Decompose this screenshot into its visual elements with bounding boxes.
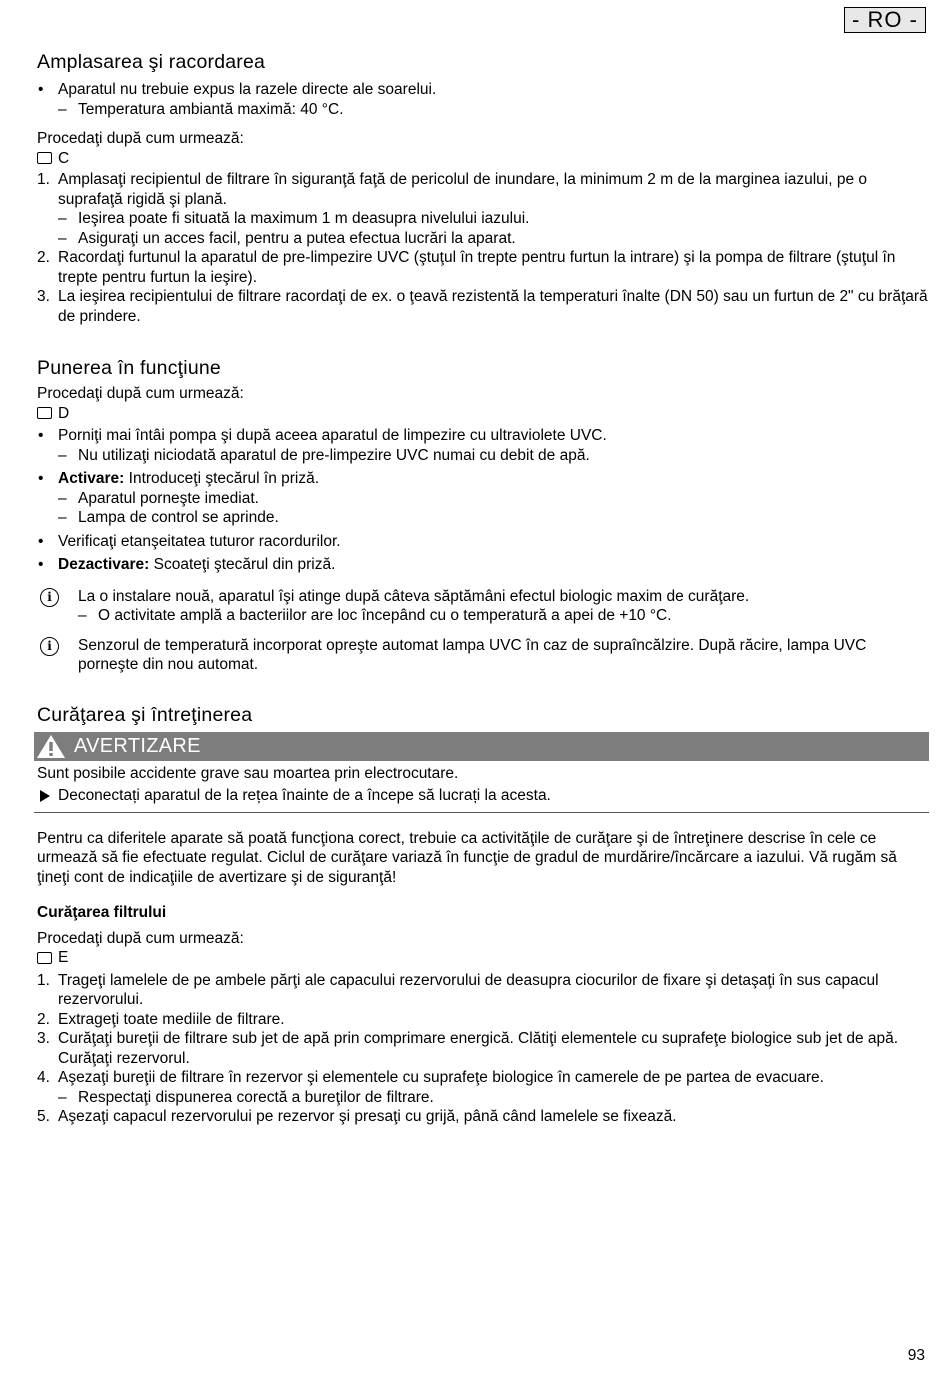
- step-number: 2.: [37, 249, 50, 266]
- section-title-startup: Punerea în funcţiune: [37, 357, 221, 379]
- bullet-text: Introduceţi ştecărul în priză.: [124, 470, 320, 487]
- deactivation-label: Dezactivare:: [58, 556, 150, 573]
- bullet-text: Verificaţi etanşeitatea tuturor racordurilor.: [58, 532, 341, 550]
- step-item: [37, 1010, 929, 1030]
- step-number: 3.: [37, 1030, 50, 1047]
- list-item: [37, 532, 929, 552]
- figure-icon: [37, 152, 52, 164]
- warning-label: AVERTIZARE: [74, 734, 201, 757]
- step-text: Amplasaţi recipientul de filtrare în siguranţă faţă de pericolul de inundare, la minimum 2 m de la marginea iazului, pe o suprafaţă rigidă şi plană.: [58, 171, 868, 208]
- bullet-text: Aparatul nu trebuie expus la razele directe ale soarelui.: [58, 81, 437, 98]
- step-text: La ieşirea recipientului de filtrare racordaţi de ex. o ţeavă rezistentă la temperaturi înalte (DN 50) sau un furtun de 2" cu brăţară de prindere.: [58, 288, 928, 325]
- sub-item: – Nu utilizaţi niciodată aparatul de pre-limpezire UVC numai cu debit de apă.: [37, 446, 929, 466]
- step-number: 2.: [37, 1010, 50, 1028]
- sub-item: – Asiguraţi un acces facil, pentru a putea efectua lucrări la aparat.: [37, 229, 929, 249]
- step-item: [37, 287, 929, 326]
- maintenance-intro: Pentru ca diferitele aparate să poată funcţiona corect, trebuie ca activităţile de curăţare şi de întreţinere descrise în cele ce urmează să fie efectuate regulat. Ciclul de curăţare variază în funcţie de gradul de murdărire/încărcare a iazului. Vă rugăm să ţineţi cont de indicaţiile de avertizare şi de siguranţă!: [37, 829, 897, 886]
- figure-reference: [37, 948, 929, 968]
- sub-item: – Respectaţi dispunerea corectă a bureţilor de filtrare.: [37, 1088, 929, 1108]
- warning-action-text: Deconectați aparatul de la rețea înainte de a începe să lucrați la acesta.: [58, 787, 551, 804]
- procedure-intro: Procedaţi după cum urmează:: [37, 130, 244, 147]
- page-number: 93: [907, 1347, 925, 1364]
- sub-item: – Temperatura ambiantă maximă: 40 °C.: [37, 100, 929, 120]
- step-text: Extrageţi toate mediile de filtrare.: [58, 1010, 285, 1028]
- warning-divider: [34, 812, 929, 813]
- warning-triangle-icon: [36, 734, 66, 759]
- warning-text: Sunt posibile accidente grave sau moartea prin electrocutare.: [37, 764, 459, 782]
- step-number: 1.: [37, 171, 50, 188]
- sub-item: – Ieşirea poate fi situată la maximum 1 m deasupra nivelului iazului.: [37, 209, 929, 229]
- step-text: Aşezaţi capacul rezervorului pe rezervor şi presaţi cu grijă, până când lamelele se fixează.: [58, 1108, 677, 1125]
- step-number: 5.: [37, 1108, 50, 1125]
- step-item: [37, 1029, 929, 1068]
- step-text: Trageţi lamelele de pe ambele părţi ale capacului rezervorului de deasupra ciocurilor de fixare şi detaşaţi în sus capacul rezervorului.: [58, 971, 879, 1008]
- language-badge: - RO -: [844, 7, 926, 33]
- sub-item: – Aparatul porneşte imediat.: [37, 489, 929, 509]
- figure-icon: [37, 407, 52, 419]
- list-item: [37, 80, 929, 100]
- info-icon: i: [40, 588, 59, 607]
- step-item: [37, 1068, 929, 1088]
- list-item: [37, 426, 929, 446]
- arrow-right-icon: [40, 790, 50, 802]
- subsection-title-filter-cleaning: Curăţarea filtrului: [37, 904, 167, 921]
- figure-label: D: [58, 404, 70, 422]
- step-item: [37, 1107, 929, 1127]
- step-number: 1.: [37, 971, 50, 989]
- info-note: [37, 587, 929, 626]
- procedure-intro: Procedaţi după cum urmează:: [37, 929, 244, 947]
- info-sub-item: – O activitate amplă a bacteriilor are loc începând cu o temperatură a apei de +10 °C.: [78, 606, 929, 626]
- step-number: 4.: [37, 1069, 50, 1086]
- warning-action: [37, 786, 929, 806]
- step-text: Racordaţi furtunul la aparatul de pre-limpezire UVC (ştuţul în trepte pentru furtun la intrare) şi la pompa de filtrare (ştuţul în trepte pentru furtun la ieşire).: [58, 249, 896, 286]
- list-item: [37, 555, 929, 575]
- figure-reference: [37, 149, 929, 169]
- activation-label: Activare:: [58, 470, 125, 487]
- step-item: [37, 170, 929, 209]
- figure-label: E: [58, 949, 69, 966]
- figure-reference: [37, 404, 929, 424]
- warning-banner: [34, 732, 929, 761]
- section-title-maintenance: Curăţarea şi întreţinerea: [37, 703, 253, 726]
- bullet-text: Scoateţi ştecărul din priză.: [149, 556, 336, 573]
- step-text: Curăţaţi bureţii de filtrare sub jet de apă prin comprimare energică. Clătiţi elementele cu suprafeţe biologice sub jet de apă. Curăţaţi rezervorul.: [58, 1030, 899, 1067]
- procedure-intro: Procedaţi după cum urmează:: [37, 385, 244, 402]
- figure-label: C: [58, 149, 70, 167]
- step-item: [37, 248, 929, 287]
- list-item: [37, 469, 929, 489]
- figure-icon: [37, 952, 52, 964]
- info-text: La o instalare nouă, aparatul îşi atinge după câteva săptămâni efectul biologic maxim de curăţare.: [78, 587, 750, 605]
- section-title-installation: Amplasarea şi racordarea: [37, 51, 266, 73]
- step-item: [37, 971, 929, 1010]
- step-number: 3.: [37, 288, 50, 305]
- info-note: [37, 636, 929, 675]
- bullet-text: Porniţi mai întâi pompa şi după aceea aparatul de limpezire cu ultraviolete UVC.: [58, 427, 607, 444]
- page-content: [37, 50, 929, 1127]
- step-text: Aşezaţi bureţii de filtrare în rezervor şi elementele cu suprafeţe biologice în camerele de pe partea de evacuare.: [58, 1069, 824, 1086]
- info-text: Senzorul de temperatură incorporat opreşte automat lampa UVC în caz de supraîncălzire. După răcire, lampa UVC porneşte din nou automat.: [78, 636, 867, 673]
- sub-item: – Lampa de control se aprinde.: [37, 508, 929, 528]
- info-icon: i: [40, 637, 59, 656]
